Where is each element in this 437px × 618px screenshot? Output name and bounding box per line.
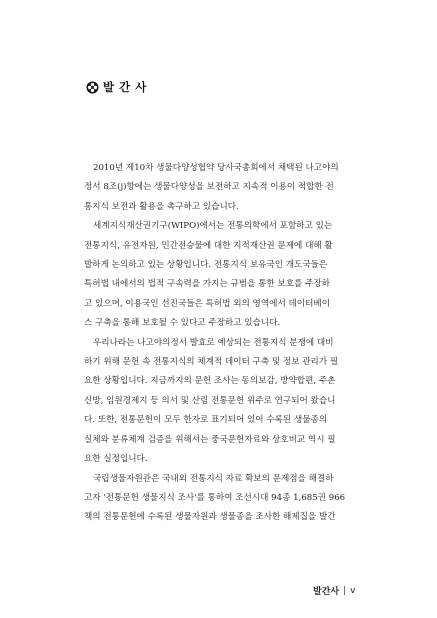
text-line: 세계지식재산권기구(WIPO)에서는 전통의학에서 포함하고 있는 bbox=[93, 221, 333, 232]
paragraph-3 bbox=[84, 334, 354, 470]
paragraph-4 bbox=[84, 470, 354, 528]
flower-bullet-icon bbox=[86, 81, 99, 94]
text-line: 정서 8조(j)항에는 생물다양성을 보전하고 지속적 이용이 적합한 전 bbox=[84, 182, 334, 193]
section-heading bbox=[86, 79, 147, 95]
text-line: 국립생물자원관은 국내외 전통지식 자료 확보의 문제점을 해결하 bbox=[93, 473, 334, 484]
text-line: 2010년 제10차 생물다양성협약 당사국총회에서 채택된 나고야의 bbox=[93, 163, 339, 173]
text-line: 책의 전통문헌에 수록된 생물자원과 생물종을 조사한 해제집을 발간 bbox=[84, 512, 336, 523]
paragraph-2 bbox=[84, 217, 354, 333]
text-line: 통지식 보전과 활용을 촉구하고 있습니다. bbox=[84, 201, 239, 212]
text-line: 실체와 분류체계 검증을 위해서는 중국문헌자료와 상호비교 역시 필 bbox=[84, 434, 336, 445]
footer-section-title: 발간사 bbox=[313, 587, 340, 597]
document-body bbox=[84, 159, 354, 528]
text-line: 특허법 내에서의 법적 구속력을 가지는 규범을 통한 보호를 주장하 bbox=[84, 279, 330, 290]
text-line: 고 있으며, 이용국인 선진국들은 특허법 외의 영역에서 데이터베이 bbox=[84, 298, 330, 309]
page-title: 발 간 사 bbox=[103, 80, 147, 94]
text-line: 우리나라는 나고야의정서 발효로 예상되는 전통지식 분쟁에 대비 bbox=[93, 337, 334, 348]
footer-separator: | bbox=[343, 585, 347, 596]
text-line: 요한 실정입니다. bbox=[84, 454, 148, 465]
page-footer bbox=[313, 584, 355, 597]
text-line: 스 구축을 통해 보호될 수 있다고 주장하고 있습니다. bbox=[84, 318, 281, 329]
text-line: 하기 위해 문헌 속 전통지식의 체계적 데이터 구축 및 정보 관리가 필 bbox=[84, 357, 339, 368]
page-number: v bbox=[350, 585, 356, 596]
text-line: 신방, 임원경제지 등 의서 및 산림 전통문헌 위주로 연구되어 왔습니 bbox=[84, 395, 336, 406]
text-line: 발하게 논의하고 있는 상황입니다. 전통지식 보유국인 개도국들은 bbox=[84, 260, 328, 271]
text-line: 요한 상황입니다. 지금까지의 문헌 조사는 동의보감, 방약합편, 주촌 bbox=[84, 376, 336, 387]
paragraph-1 bbox=[84, 159, 354, 217]
text-line: 고자 '전통문헌 생물지식 조사'를 통하여 조선시대 94종 1,685권 966 bbox=[84, 492, 346, 503]
text-line: 전통지식, 유전자원, 민간전승물에 대한 지적재산권 문제에 대해 활 bbox=[84, 240, 333, 251]
text-line: 다. 또한, 전통문헌이 모두 한자로 표기되어 있어 수록된 생물종의 bbox=[84, 415, 328, 426]
